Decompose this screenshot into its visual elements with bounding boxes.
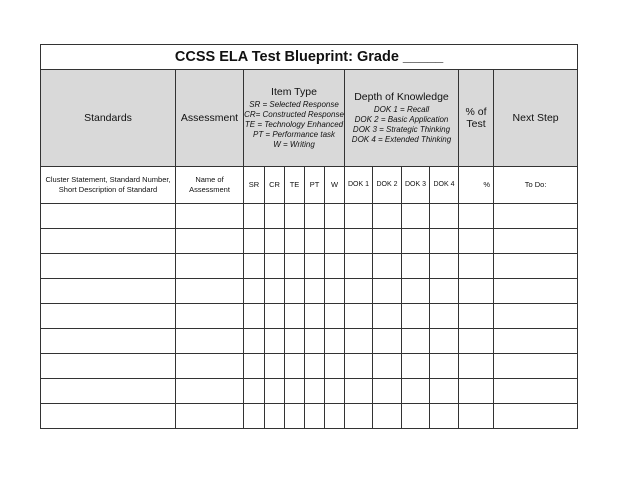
cell-percent[interactable]: [459, 304, 494, 329]
item-type-legend-cr: CR= Constructed Response: [244, 110, 344, 119]
cell-percent[interactable]: [459, 379, 494, 404]
cell-w[interactable]: [325, 204, 345, 229]
table-row: [41, 254, 578, 279]
cell-dok-3[interactable]: [402, 329, 430, 354]
percent-subheader: %: [459, 167, 494, 204]
cell-dok-3[interactable]: [402, 254, 430, 279]
dok-2-subheader: DOK 2: [373, 167, 402, 204]
cell-dok-2[interactable]: [373, 404, 402, 429]
subheader-row: [41, 167, 578, 204]
cell-standard[interactable]: [41, 229, 176, 254]
cell-dok-2[interactable]: [373, 204, 402, 229]
table-row: [41, 279, 578, 304]
cell-te[interactable]: [285, 404, 305, 429]
cell-te[interactable]: [285, 304, 305, 329]
cell-cr[interactable]: [265, 379, 285, 404]
next-step-subheader: To Do:: [494, 167, 578, 204]
cell-assessment[interactable]: [176, 229, 244, 254]
cell-dok-3[interactable]: [402, 354, 430, 379]
cell-cr[interactable]: [265, 354, 285, 379]
item-type-legend-te: TE = Technology Enhanced: [244, 120, 344, 129]
cell-dok-4[interactable]: [430, 204, 459, 229]
dok-legend-4: DOK 4 = Extended Thinking: [351, 135, 452, 144]
cell-standard[interactable]: [41, 204, 176, 229]
cell-pt[interactable]: [305, 329, 325, 354]
cell-te[interactable]: [285, 354, 305, 379]
item-type-header: [244, 70, 345, 167]
cell-w[interactable]: [325, 254, 345, 279]
cell-te[interactable]: [285, 204, 305, 229]
cell-cr[interactable]: [265, 329, 285, 354]
cell-percent[interactable]: [459, 404, 494, 429]
cell-pt[interactable]: [305, 279, 325, 304]
cell-cr[interactable]: [265, 404, 285, 429]
cell-dok-3[interactable]: [402, 204, 430, 229]
table-row: [41, 204, 578, 229]
cell-next-step[interactable]: [494, 304, 578, 329]
dok-legend-3: DOK 3 = Strategic Thinking: [352, 125, 451, 134]
cell-cr[interactable]: [265, 279, 285, 304]
cell-standard[interactable]: [41, 304, 176, 329]
cell-te[interactable]: [285, 329, 305, 354]
cell-pt[interactable]: [305, 354, 325, 379]
cell-next-step[interactable]: [494, 379, 578, 404]
cell-cr[interactable]: [265, 204, 285, 229]
cell-sr[interactable]: [244, 404, 265, 429]
cell-cr[interactable]: [265, 304, 285, 329]
cell-pt[interactable]: [305, 229, 325, 254]
assessment-header: Assessment: [176, 70, 244, 167]
cell-pt[interactable]: [305, 379, 325, 404]
cell-next-step[interactable]: [494, 229, 578, 254]
cell-standard[interactable]: [41, 254, 176, 279]
cell-dok-3[interactable]: [402, 304, 430, 329]
cell-standard[interactable]: [41, 404, 176, 429]
cell-w[interactable]: [325, 329, 345, 354]
cell-percent[interactable]: [459, 329, 494, 354]
cell-assessment[interactable]: [176, 379, 244, 404]
cell-dok-4[interactable]: [430, 229, 459, 254]
item-type-legend-pt: PT = Performance task: [252, 130, 336, 139]
cell-sr[interactable]: [244, 204, 265, 229]
item-type-legend-sr: SR = Selected Response: [249, 100, 339, 109]
cell-assessment[interactable]: [176, 329, 244, 354]
cell-w[interactable]: [325, 354, 345, 379]
cell-dok-2[interactable]: [373, 329, 402, 354]
cell-dok-4[interactable]: [430, 404, 459, 429]
dok-legend-2: DOK 2 = Basic Application: [354, 115, 449, 124]
table-row: [41, 329, 578, 354]
cell-dok-1[interactable]: [345, 379, 373, 404]
cell-sr[interactable]: [244, 379, 265, 404]
cell-pt[interactable]: [305, 404, 325, 429]
percent-of-test-header: % of Test: [459, 70, 494, 167]
cell-te[interactable]: [285, 279, 305, 304]
cell-dok-1[interactable]: [345, 404, 373, 429]
table-row: [41, 304, 578, 329]
cell-dok-1[interactable]: [345, 229, 373, 254]
cell-dok-1[interactable]: [345, 204, 373, 229]
dok-legend-1: DOK 1 = Recall: [373, 105, 430, 114]
cell-next-step[interactable]: [494, 254, 578, 279]
cell-percent[interactable]: [459, 204, 494, 229]
cell-dok-4[interactable]: [430, 379, 459, 404]
table-row: [41, 379, 578, 404]
cell-dok-4[interactable]: [430, 329, 459, 354]
table-row: [41, 354, 578, 379]
cell-sr[interactable]: [244, 279, 265, 304]
cell-assessment[interactable]: [176, 279, 244, 304]
cell-standard[interactable]: [41, 279, 176, 304]
item-type-te: TE: [285, 167, 305, 204]
blueprint-title: CCSS ELA Test Blueprint: Grade _____: [41, 45, 578, 70]
cell-dok-2[interactable]: [373, 304, 402, 329]
cell-pt[interactable]: [305, 304, 325, 329]
standards-header: Standards: [41, 70, 176, 167]
cell-dok-2[interactable]: [373, 354, 402, 379]
cell-dok-2[interactable]: [373, 254, 402, 279]
cell-percent[interactable]: [459, 229, 494, 254]
cell-dok-2[interactable]: [373, 379, 402, 404]
item-type-pt: PT: [305, 167, 325, 204]
cell-dok-3[interactable]: [402, 404, 430, 429]
cell-w[interactable]: [325, 229, 345, 254]
dok-3-subheader: DOK 3: [402, 167, 430, 204]
cell-te[interactable]: [285, 254, 305, 279]
cell-sr[interactable]: [244, 354, 265, 379]
cell-dok-3[interactable]: [402, 229, 430, 254]
cell-w[interactable]: [325, 304, 345, 329]
dok-1-subheader: DOK 1: [345, 167, 373, 204]
cell-dok-2[interactable]: [373, 279, 402, 304]
cell-sr[interactable]: [244, 229, 265, 254]
cell-pt[interactable]: [305, 204, 325, 229]
cell-standard[interactable]: [41, 354, 176, 379]
cell-dok-2[interactable]: [373, 229, 402, 254]
cell-dok-3[interactable]: [402, 379, 430, 404]
assessment-subheader: Name of Assessment: [176, 167, 244, 204]
cell-assessment[interactable]: [176, 354, 244, 379]
cell-sr[interactable]: [244, 254, 265, 279]
dok-title: Depth of Knowledge: [354, 91, 449, 103]
cell-dok-1[interactable]: [345, 279, 373, 304]
cell-dok-1[interactable]: [345, 304, 373, 329]
cell-dok-4[interactable]: [430, 354, 459, 379]
cell-cr[interactable]: [265, 229, 285, 254]
dok-4-subheader: DOK 4: [430, 167, 459, 204]
cell-next-step[interactable]: [494, 204, 578, 229]
cell-percent[interactable]: [459, 279, 494, 304]
cell-assessment[interactable]: [176, 404, 244, 429]
next-step-header: Next Step: [494, 70, 578, 167]
header-row: [41, 70, 578, 167]
cell-next-step[interactable]: [494, 404, 578, 429]
cell-assessment[interactable]: [176, 254, 244, 279]
dok-header: [345, 70, 459, 167]
test-blueprint-table: [40, 44, 578, 429]
cell-next-step[interactable]: [494, 354, 578, 379]
cell-sr[interactable]: [244, 304, 265, 329]
cell-te[interactable]: [285, 229, 305, 254]
cell-next-step[interactable]: [494, 279, 578, 304]
cell-standard[interactable]: [41, 329, 176, 354]
cell-sr[interactable]: [244, 329, 265, 354]
item-type-legend-w: W = Writing: [273, 140, 315, 149]
cell-te[interactable]: [285, 379, 305, 404]
cell-w[interactable]: [325, 279, 345, 304]
cell-dok-4[interactable]: [430, 254, 459, 279]
cell-dok-4[interactable]: [430, 304, 459, 329]
cell-w[interactable]: [325, 379, 345, 404]
cell-w[interactable]: [325, 404, 345, 429]
cell-assessment[interactable]: [176, 204, 244, 229]
cell-dok-4[interactable]: [430, 279, 459, 304]
cell-cr[interactable]: [265, 254, 285, 279]
item-type-w: W: [325, 167, 345, 204]
cell-standard[interactable]: [41, 379, 176, 404]
cell-dok-1[interactable]: [345, 354, 373, 379]
cell-assessment[interactable]: [176, 304, 244, 329]
table-row: [41, 229, 578, 254]
item-type-cr: CR: [265, 167, 285, 204]
standards-subheader: Cluster Statement, Standard Number, Short Description of Standard: [41, 167, 176, 204]
table-row: [41, 404, 578, 429]
cell-next-step[interactable]: [494, 329, 578, 354]
cell-percent[interactable]: [459, 254, 494, 279]
cell-dok-1[interactable]: [345, 254, 373, 279]
cell-dok-3[interactable]: [402, 279, 430, 304]
cell-percent[interactable]: [459, 354, 494, 379]
cell-dok-1[interactable]: [345, 329, 373, 354]
item-type-sr: SR: [244, 167, 265, 204]
item-type-title: Item Type: [271, 86, 317, 98]
cell-pt[interactable]: [305, 254, 325, 279]
